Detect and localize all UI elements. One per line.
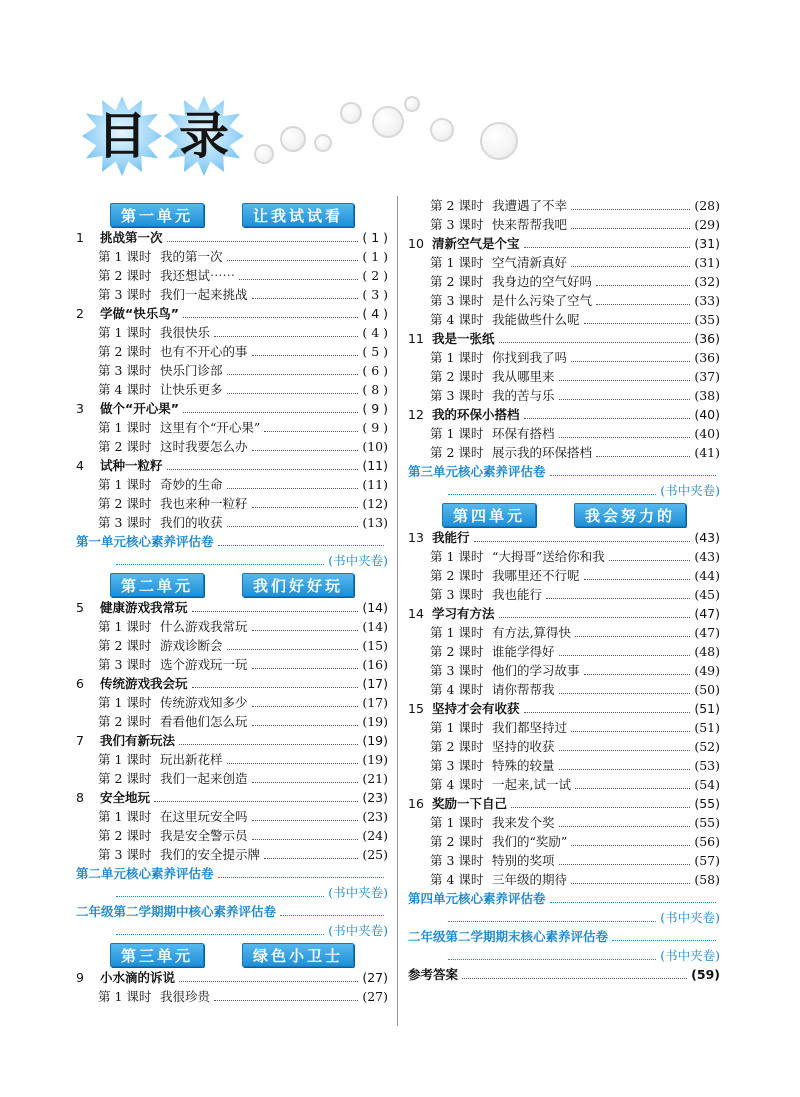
toc-chapter-row[interactable]: 13 我能行 (43)	[408, 530, 720, 545]
toc-left-column	[76, 200, 388, 1006]
toc-lesson-row[interactable]: 第 3 课时 我们的收获 (13)	[98, 515, 388, 530]
bubble-decoration	[254, 144, 274, 164]
unit-name: 第一单元	[110, 203, 204, 227]
toc-lesson-row[interactable]: 第 2 课时 展示我的环保搭档 (41)	[430, 445, 720, 460]
unit-name: 第三单元	[110, 943, 204, 967]
toc-chapter-row[interactable]: 9 小水滴的诉说 (27)	[76, 970, 388, 985]
unit-assessment-note: (书中夹卷)	[408, 481, 720, 500]
toc-lesson-row[interactable]: 第 2 课时 看看他们怎么玩 (19)	[98, 714, 388, 729]
toc-lesson-row[interactable]: 第 1 课时 传统游戏知多少 (17)	[98, 695, 388, 710]
unit-theme: 让我试试看	[242, 203, 354, 227]
final-assessment-row[interactable]: 二年级第二学期期末核心素养评估卷	[408, 927, 720, 946]
toc-lesson-row[interactable]: 第 1 课时 空气清新真好 (31)	[430, 255, 720, 270]
toc-chapter-row[interactable]: 15 坚持才会有收获 (51)	[408, 701, 720, 716]
toc-lesson-row[interactable]: 第 2 课时 我们一起来创造 (21)	[98, 771, 388, 786]
toc-lesson-row[interactable]: 第 1 课时 我很快乐 ( 4 )	[98, 325, 388, 340]
unit-theme: 我会努力的	[574, 503, 686, 527]
toc-lesson-row[interactable]: 第 2 课时 我遭遇了不幸 (28)	[430, 198, 720, 213]
toc-lesson-row[interactable]: 第 3 课时 快来帮帮我吧 (29)	[430, 217, 720, 232]
bubble-decoration	[480, 122, 518, 160]
unit-header-4	[408, 502, 720, 528]
toc-chapter-row[interactable]: 14 学习有方法 (47)	[408, 606, 720, 621]
toc-lesson-row[interactable]: 第 1 课时 有方法,算得快 (47)	[430, 625, 720, 640]
toc-lesson-row[interactable]: 第 4 课时 三年级的期待 (58)	[430, 872, 720, 887]
toc-lesson-row[interactable]: 第 3 课时 他们的学习故事 (49)	[430, 663, 720, 678]
toc-lesson-row[interactable]: 第 1 课时 我很珍贵 (27)	[98, 989, 388, 1004]
toc-chapter-row[interactable]: 8 安全地玩 (23)	[76, 790, 388, 805]
toc-chapter-row[interactable]: 10 清新空气是个宝 (31)	[408, 236, 720, 251]
toc-lesson-row[interactable]: 第 2 课时 我是安全警示员 (24)	[98, 828, 388, 843]
unit-assessment-note: (书中夹卷)	[76, 883, 388, 902]
toc-lesson-row[interactable]: 第 2 课时 我哪里还不行呢 (44)	[430, 568, 720, 583]
toc-lesson-row[interactable]: 第 1 课时 这里有个“开心果” ( 9 )	[98, 420, 388, 435]
unit-assessment-row[interactable]: 第二单元核心素养评估卷	[76, 864, 388, 883]
title-char-lu: 录	[179, 106, 229, 165]
toc-lesson-row[interactable]: 第 1 课时 奇妙的生命 (11)	[98, 477, 388, 492]
final-assessment-note: (书中夹卷)	[408, 946, 720, 965]
unit-header-3	[76, 942, 388, 968]
toc-title	[82, 96, 442, 176]
toc-lesson-row[interactable]: 第 3 课时 我们一起来挑战 ( 3 )	[98, 287, 388, 302]
title-char-mu: 目	[97, 106, 147, 165]
toc-lesson-row[interactable]: 第 1 课时 我们都坚持过 (51)	[430, 720, 720, 735]
toc-chapter-row[interactable]: 16 奖励一下自己 (55)	[408, 796, 720, 811]
unit-name: 第四单元	[442, 503, 536, 527]
bubble-decoration	[404, 96, 420, 112]
toc-chapter-row[interactable]: 5 健康游戏我常玩 (14)	[76, 600, 388, 615]
bubble-decoration	[340, 102, 362, 124]
toc-lesson-row[interactable]: 第 1 课时 “大拇哥”送给你和我 (43)	[430, 549, 720, 564]
toc-chapter-row[interactable]: 4 试种一粒籽 (11)	[76, 458, 388, 473]
toc-lesson-row[interactable]: 第 3 课时 我的苦与乐 (38)	[430, 388, 720, 403]
toc-chapter-row[interactable]: 2 学做“快乐鸟” ( 4 )	[76, 306, 388, 321]
toc-lesson-row[interactable]: 第 2 课时 我身边的空气好吗 (32)	[430, 274, 720, 289]
unit-assessment-row[interactable]: 第三单元核心素养评估卷	[408, 462, 720, 481]
unit-name: 第二单元	[110, 573, 204, 597]
toc-chapter-row[interactable]: 7 我们有新玩法 (19)	[76, 733, 388, 748]
toc-lesson-row[interactable]: 第 2 课时 我们的“奖励” (56)	[430, 834, 720, 849]
bubble-decoration	[372, 106, 404, 138]
unit-assessment-row[interactable]: 第一单元核心素养评估卷	[76, 532, 388, 551]
toc-lesson-row[interactable]: 第 1 课时 环保有搭档 (40)	[430, 426, 720, 441]
bubble-decoration	[314, 134, 332, 152]
toc-lesson-row[interactable]: 第 3 课时 我也能行 (45)	[430, 587, 720, 602]
unit-theme: 绿色小卫士	[242, 943, 354, 967]
toc-lesson-row[interactable]: 第 2 课时 这时我要怎么办 (10)	[98, 439, 388, 454]
toc-lesson-row[interactable]: 第 3 课时 特殊的较量 (53)	[430, 758, 720, 773]
toc-chapter-row[interactable]: 3 做个“开心果” ( 9 )	[76, 401, 388, 416]
toc-lesson-row[interactable]: 第 1 课时 我来发个奖 (55)	[430, 815, 720, 830]
toc-lesson-row[interactable]: 第 2 课时 我还想试⋯⋯ ( 2 )	[98, 268, 388, 283]
toc-lesson-row[interactable]: 第 3 课时 特别的奖项 (57)	[430, 853, 720, 868]
toc-lesson-row[interactable]: 第 1 课时 在这里玩安全吗 (23)	[98, 809, 388, 824]
toc-lesson-row[interactable]: 第 1 课时 你找到我了吗 (36)	[430, 350, 720, 365]
unit-assessment-note: (书中夹卷)	[76, 551, 388, 570]
unit-assessment-row[interactable]: 第四单元核心素养评估卷	[408, 889, 720, 908]
toc-lesson-row[interactable]: 第 4 课时 让快乐更多 ( 8 )	[98, 382, 388, 397]
toc-lesson-row[interactable]: 第 4 课时 请你帮帮我 (50)	[430, 682, 720, 697]
unit-assessment-note: (书中夹卷)	[408, 908, 720, 927]
toc-lesson-row[interactable]: 第 2 课时 也有不开心的事 ( 5 )	[98, 344, 388, 359]
midterm-assessment-note: (书中夹卷)	[76, 921, 388, 940]
toc-chapter-row[interactable]: 1 挑战第一次 ( 1 )	[76, 230, 388, 245]
column-divider	[397, 196, 398, 1026]
unit-theme: 我们好好玩	[242, 573, 354, 597]
toc-lesson-row[interactable]: 第 2 课时 谁能学得好 (48)	[430, 644, 720, 659]
toc-chapter-row[interactable]: 11 我是一张纸 (36)	[408, 331, 720, 346]
toc-lesson-row[interactable]: 第 1 课时 什么游戏我常玩 (14)	[98, 619, 388, 634]
toc-lesson-row[interactable]: 第 4 课时 我能做些什么呢 (35)	[430, 312, 720, 327]
toc-chapter-row[interactable]: 12 我的环保小搭档 (40)	[408, 407, 720, 422]
toc-chapter-row[interactable]: 6 传统游戏我会玩 (17)	[76, 676, 388, 691]
toc-right-column	[408, 196, 720, 984]
toc-lesson-row[interactable]: 第 1 课时 我的第一次 ( 1 )	[98, 249, 388, 264]
unit-header-2	[76, 572, 388, 598]
midterm-assessment-row[interactable]: 二年级第二学期期中核心素养评估卷	[76, 902, 388, 921]
toc-lesson-row[interactable]: 第 2 课时 我从哪里来 (37)	[430, 369, 720, 384]
toc-lesson-row[interactable]: 第 3 课时 我们的安全提示牌 (25)	[98, 847, 388, 862]
answers-row[interactable]: 参考答案 (59)	[408, 967, 720, 982]
toc-lesson-row[interactable]: 第 4 课时 一起来,试一试 (54)	[430, 777, 720, 792]
toc-lesson-row[interactable]: 第 3 课时 选个游戏玩一玩 (16)	[98, 657, 388, 672]
toc-lesson-row[interactable]: 第 2 课时 坚持的收获 (52)	[430, 739, 720, 754]
toc-lesson-row[interactable]: 第 2 课时 我也来种一粒籽 (12)	[98, 496, 388, 511]
toc-lesson-row[interactable]: 第 2 课时 游戏诊断会 (15)	[98, 638, 388, 653]
toc-lesson-row[interactable]: 第 3 课时 快乐门诊部 ( 6 )	[98, 363, 388, 378]
toc-lesson-row[interactable]: 第 3 课时 是什么污染了空气 (33)	[430, 293, 720, 308]
bubble-decoration	[430, 118, 454, 142]
bubble-decoration	[280, 126, 306, 152]
unit-header-1	[76, 202, 388, 228]
toc-lesson-row[interactable]: 第 1 课时 玩出新花样 (19)	[98, 752, 388, 767]
